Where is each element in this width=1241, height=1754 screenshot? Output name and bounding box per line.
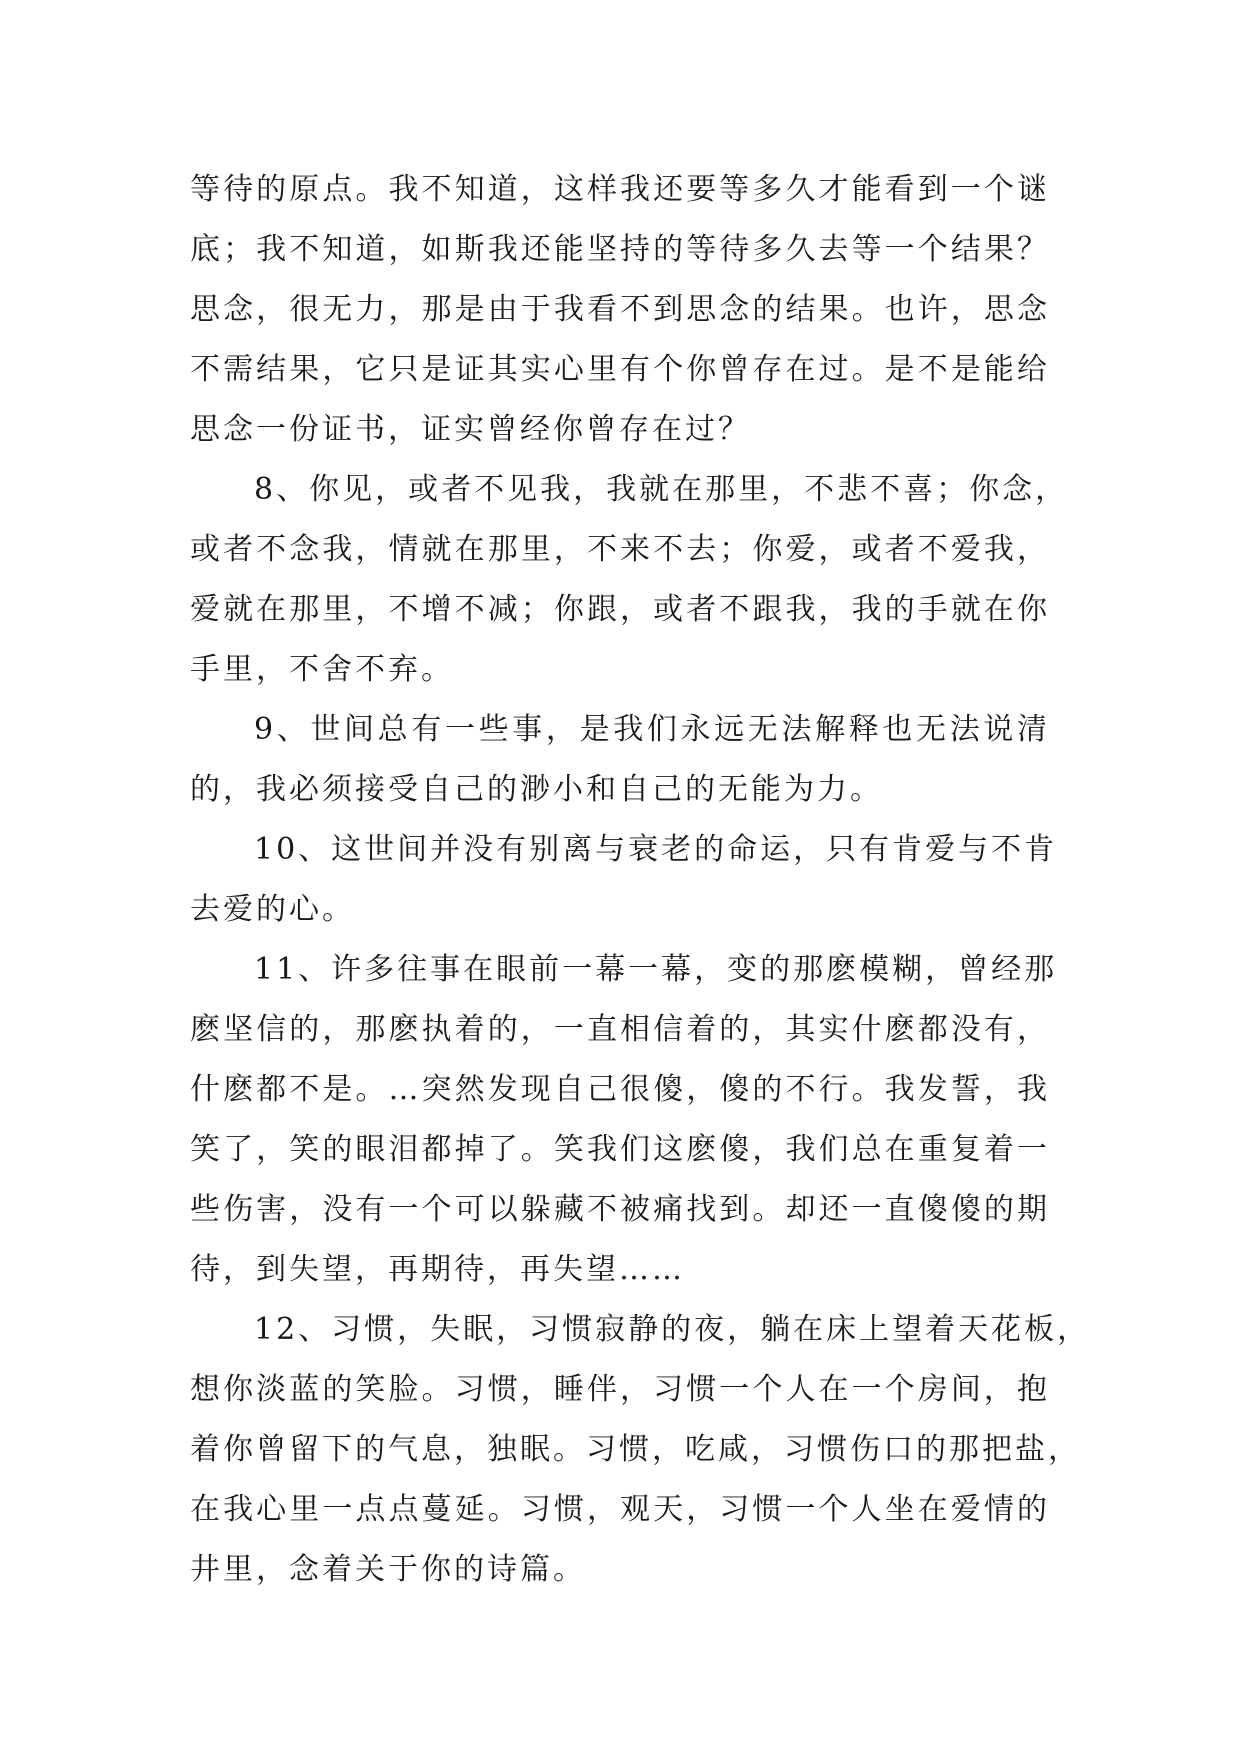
text-line: 麽坚信的，那麽执着的，一直相信着的，其实什麽都没有， (190, 1012, 1050, 1047)
text-line: 思念一份证书，证实曾经你曾存在过？ (190, 412, 751, 447)
text-line: 些伤害，没有一个可以躲藏不被痛找到。却还一直傻傻的期 (190, 1192, 1050, 1227)
text-line: 手里，不舍不弃。 (190, 652, 454, 687)
paragraph-start-line: 9、世间总有一些事，是我们永远无法解释也无法说清 (254, 712, 1050, 747)
text-line: 去爱的心。 (190, 892, 355, 927)
text-line: 的，我必须接受自己的渺小和自己的无能为力。 (190, 772, 883, 807)
text-line: 在我心里一点点蔓延。习惯，观天，习惯一个人坐在爱情的 (190, 1492, 1050, 1527)
text-line: 或者不念我，情就在那里，不来不去；你爱，或者不爱我， (190, 532, 1050, 567)
text-line: 不需结果，它只是证其实心里有个你曾存在过。是不是能给 (190, 352, 1050, 387)
paragraph-start-line: 10、这世间并没有别离与衰老的命运，只有肯爱与不肯 (254, 832, 1058, 867)
text-line: 底；我不知道，如斯我还能坚持的等待多久去等一个结果？ (190, 232, 1050, 267)
text-line: 待，到失望，再期待，再失望…… (190, 1252, 685, 1287)
text-line: 什麽都不是。…突然发现自己很傻，傻的不行。我发誓，我 (190, 1072, 1050, 1107)
paragraph-start-line: 12、习惯，失眠，习惯寂静的夜，躺在床上望着天花板， (254, 1312, 1091, 1347)
body-text (190, 160, 1091, 1600)
text-line: 等待的原点。我不知道，这样我还要等多久才能看到一个谜 (190, 172, 1050, 207)
text-line: 笑了，笑的眼泪都掉了。笑我们这麽傻，我们总在重复着一 (190, 1132, 1050, 1167)
paragraph-start-line: 11、许多往事在眼前一幕一幕，变的那麽模糊，曾经那 (254, 952, 1058, 987)
text-line: 想你淡蓝的笑脸。习惯，睡伴，习惯一个人在一个房间，抱 (190, 1372, 1050, 1407)
text-line: 思念，很无力，那是由于我看不到思念的结果。也许，思念 (190, 292, 1050, 327)
text-line: 井里，念着关于你的诗篇。 (190, 1552, 586, 1587)
paragraph-start-line: 8、你见，或者不见我，我就在那里，不悲不喜；你念， (254, 472, 1069, 507)
text-line: 爱就在那里，不增不减；你跟，或者不跟我，我的手就在你 (190, 592, 1050, 627)
text-line: 着你曾留下的气息，独眠。习惯，吃咸，习惯伤口的那把盐， (190, 1432, 1081, 1467)
